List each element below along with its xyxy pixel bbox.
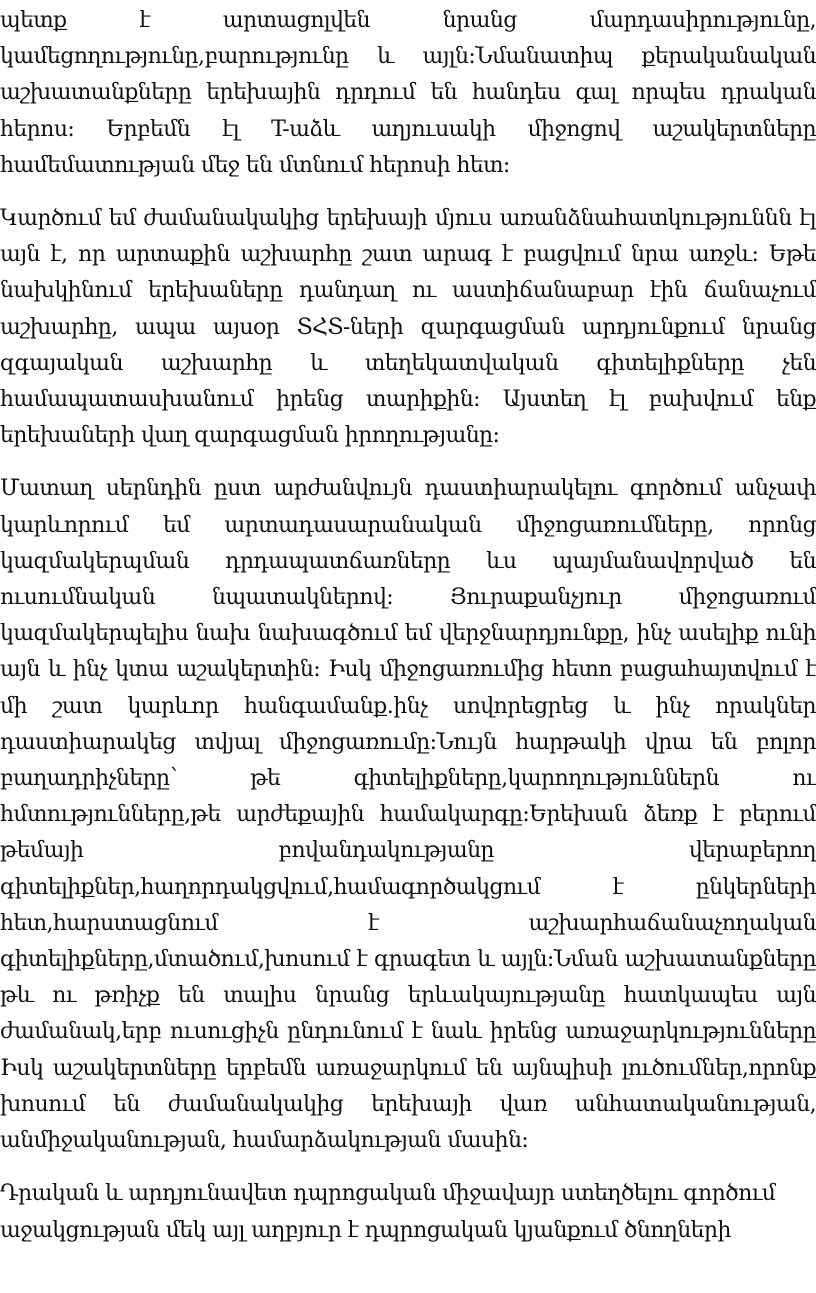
text-line: Մատաղ սերնդին ըստ արժանվույն դաստիարակելու գործում անչափ [0, 476, 816, 502]
text-line: գիտելիքներ,հաղորդակցվում,համագործակցում է ընկերների [0, 874, 816, 900]
text-line: աջակցության մեկ այլ աղբյուր է դպրոցական կյանքում ծնողների [0, 1217, 731, 1243]
paragraph-3 [0, 471, 816, 1159]
text-line: նախկինում երեխաները դանդաղ ու աստիճանաբար էին ճանաչում [0, 278, 816, 304]
text-line: աշխարհը, ապա այսօր ՏՀՏ-ների զարգացման արդյունքում նրանց [0, 314, 816, 340]
text-line: անմիջականության, համարձակության մասին: [0, 1128, 529, 1154]
text-line: զգայական աշխարհը և տեղեկատվական գիտելիքները չեն [0, 350, 816, 376]
text-line: խոսում են ժամանակակից երեխայի վառ անհատականության, [0, 1091, 816, 1117]
text-line: հմտությունները,թե արժեքային համակարգը:Երեխան ձեռք է բերում [0, 802, 816, 828]
text-line: պետք է արտացոլվեն նրանց մարդասիրությունը, [0, 8, 816, 33]
text-line: դաստիարակեց տվյալ միջոցառումը:Նույն հարթակի վրա են բոլոր [0, 729, 816, 755]
text-line: այն և ինչ կտա աշակերտին: Իսկ միջոցառումից հետո բացահայտվում է [0, 657, 816, 683]
paragraph-4 [0, 1176, 816, 1248]
text-line: կազմակերպման դրդապատճառները ևս պայմանավորված են [0, 548, 816, 574]
paragraph-2 [0, 201, 816, 454]
text-line: ժամանակ,երբ ուսուցիչն ընդունում է նաև իրենց առաջարկությունները [0, 1019, 816, 1045]
text-line: հերոս: Երբեմն էլ T-աձև աղյուսակի միջոցով աշակերտները [0, 116, 816, 142]
text-line: գիտելիքները,մտածում,խոսում է գրագետ և այլն:Նման աշխատանքները [0, 947, 816, 973]
text-line: կամեցողությունը,բարությունը և այլն:Նմանատիպ քերականական [0, 44, 816, 70]
text-line: Կարծում եմ ժամանակակից երեխայի մյուս առանձնահատկություննն էլ [0, 206, 816, 232]
text-line: Դրական և արդյունավետ դպրոցական միջավայր ստեղծելու գործում [0, 1181, 776, 1207]
text-line: հետ,հարստացնում է աշխարհաճանաչողական [0, 910, 816, 936]
text-line: բաղադրիչները՝ թե գիտելիքները,կարողություններն ու [0, 766, 816, 792]
text-line: այն է, որ արտաքին աշխարհը շատ արագ է բացվում նրա առջև: Եթե [0, 242, 816, 268]
text-line: երեխաների վաղ զարգացման իրողությանը: [0, 423, 500, 449]
text-line: թեմայի բովանդակությանը վերաբերող [0, 838, 816, 864]
text-line: Իսկ աշակերտները երբեմն առաջարկում են այնպիսի լուծումներ,որոնք [0, 1055, 816, 1081]
text-line: աշխատանքները երեխային դրդում են հանդես գալ որպես դրական [0, 80, 816, 106]
text-line: համապատասխանում իրենց տարիքին: Այստեղ էլ բախվում ենք [0, 387, 816, 413]
text-line: կարևորում եմ արտադասարանական միջոցառումները, որոնց [0, 512, 816, 538]
text-line: կազմակերպելիս նախ նախագծում եմ վերջնարդյունքը, ինչ ասելիք ունի [0, 621, 816, 647]
text-line: համեմատության մեջ են մտնում հերոսի հետ: [0, 152, 510, 178]
text-line: ուսումնական նպատակներով: Յուրաքանչյուր միջոցառում [0, 585, 816, 611]
text-line: թև ու թռիչք են տալիս նրանց երևակայությանը հատկապես այն [0, 983, 816, 1009]
paragraph-1 [0, 3, 816, 184]
text-line: մի շատ կարևոր հանգամանք․ինչ սովորեցրեց և ինչ որակներ [0, 693, 816, 719]
